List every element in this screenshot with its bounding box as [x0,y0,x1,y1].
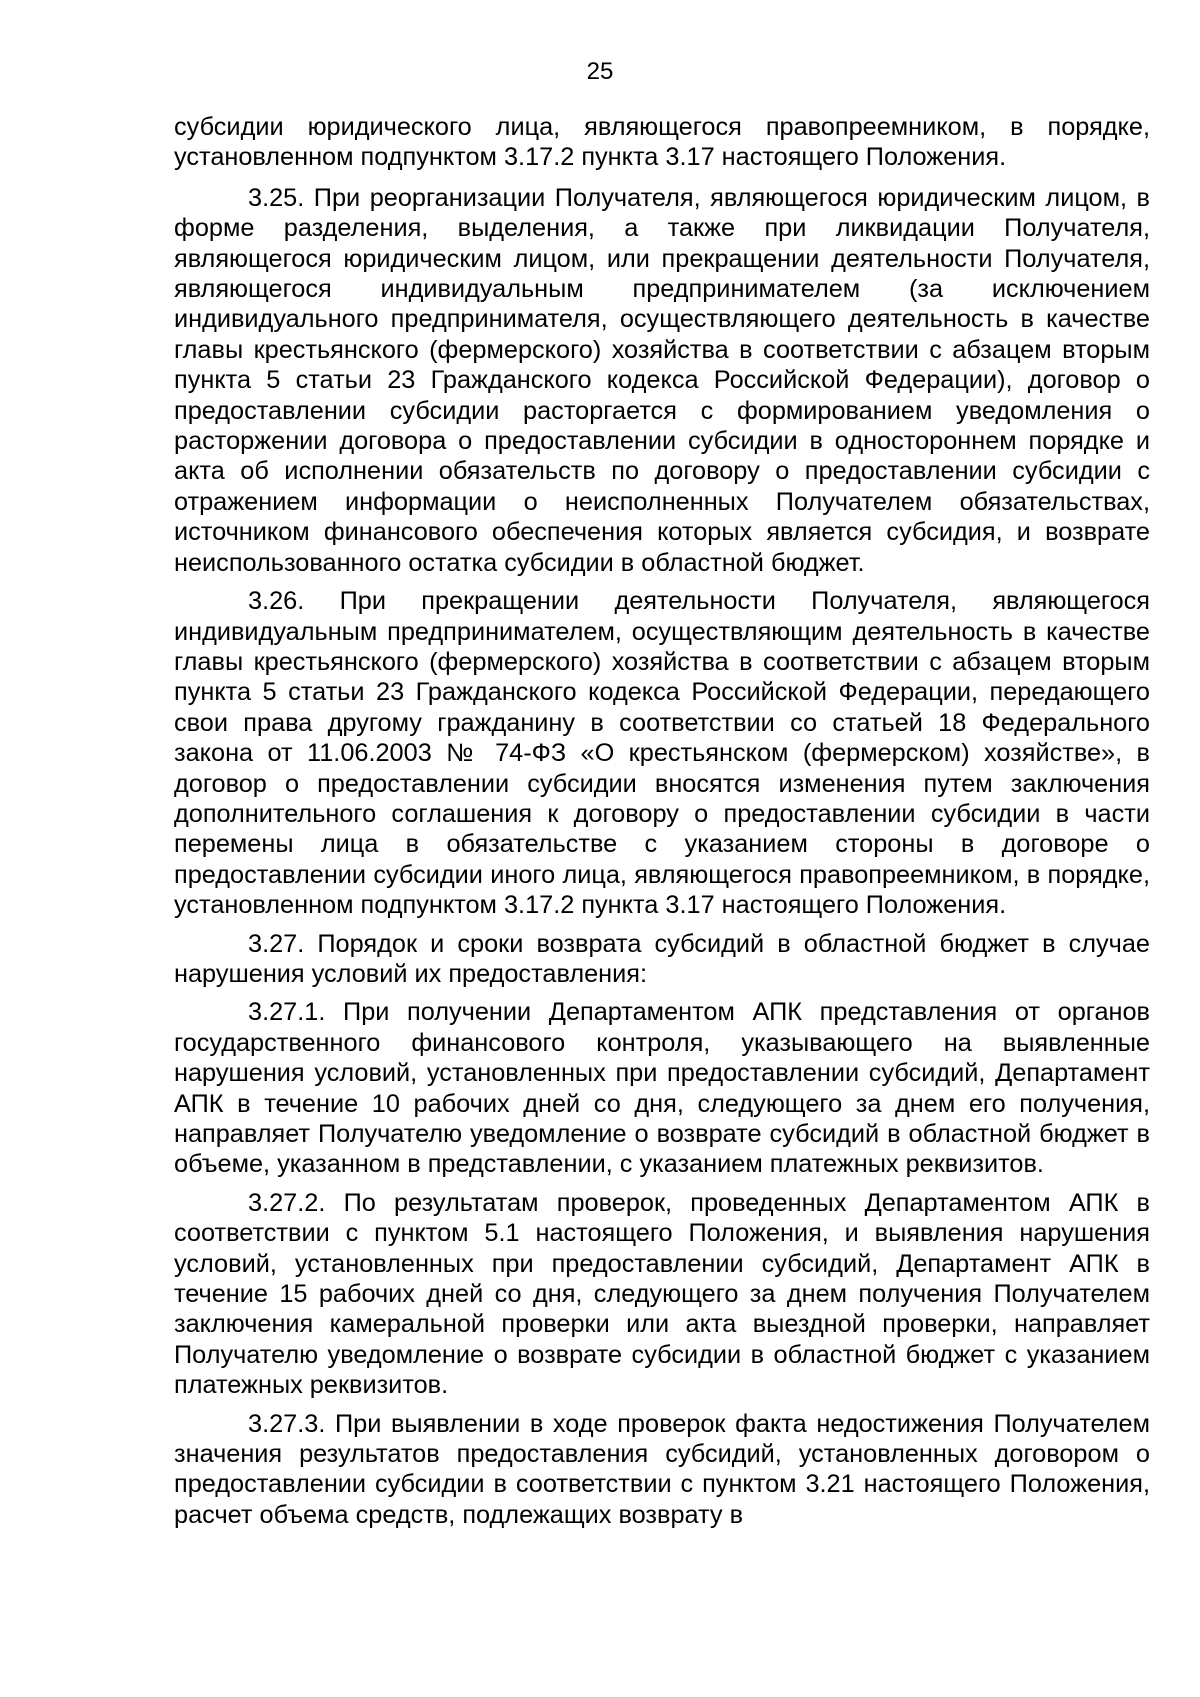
document-body [174,112,1150,1538]
paragraph-continuation: субсидии юридического лица, являющегося правопреемником, в порядке, установленном подпунктом 3.17.2 пункта 3.17 настоящего Положения. [174,113,1150,172]
paragraph-3-27: 3.27. Порядок и сроки возврата субсидий в областной бюджет в случае нарушения условий их предоставления: [174,929,1150,988]
page-number: 25 [586,58,614,85]
paragraph-3-27-1: 3.27.1. При получении Департаментом АПК представления от органов государственного финансового контроля, указывающего на выявленные нарушения условий, установленных при предоставлении субсидий, Департамент АПК в течение 10 рабочих дней со дня, следующего за днем его получения, направляет Получателю уведомление о возврате субсидий в областной бюджет в объеме, указанном в представлении, с указанием платежных реквизитов. [174,998,1150,1179]
paragraph-3-25: 3.25. При реорганизации Получателя, являющегося юридическим лицом, в форме разделения, выделения, а также при ликвидации Получателя, являющегося юридическим лицом, или прекращении деятельности Получателя, являющегося индивидуальным предпринимателем (за исключением индивидуального предпринимателя, осуществляющего деятельность в качестве главы крестьянского (фермерского) хозяйства в соответствии с абзацем вторым пункта 5 статьи 23 Гражданского кодекса Российской Федерации), договор о предоставлении субсидии расторгается с формированием уведомления о расторжении договора о предоставлении субсидии в одностороннем порядке и акта об исполнении обязательств по договору о предоставлении субсидии с отражением информации о неисполненных Получателем обязательствах, источником финансового обеспечения которых является субсидия, и возврате неиспользованного остатка субсидии в областной бюджет. [174,183,1150,577]
paragraph-3-27-2: 3.27.2. По результатам проверок, проведенных Департаментом АПК в соответствии с пунктом 5.1 настоящего Положения, и выявления нарушения условий, установленных при предоставлении субсидий, Департамент АПК в течение 15 рабочих дней со дня, следующего за днем получения Получателем заключения камеральной проверки или акта выездной проверки, направляет Получателю уведомление о возврате субсидии в областной бюджет с указанием платежных реквизитов. [174,1188,1150,1400]
paragraph-3-26: 3.26. При прекращении деятельности Получателя, являющегося индивидуальным предпринимателем, осуществляющим деятельность в качестве главы крестьянского (фермерского) хозяйства в соответствии с абзацем вторым пункта 5 статьи 23 Гражданского кодекса Российской Федерации, передающего свои права другому гражданину в соответствии со статьей 18 Федерального закона от 11.06.2003 № 74-ФЗ «О крестьянском (фермерском) хозяйстве», в договор о предоставлении субсидии вносятся изменения путем заключения дополнительного соглашения к договору о предоставлении субсидии в части перемены лица в обязательстве с указанием стороны в договоре о предоставлении субсидии иного лица, являющегося правопреемником, в порядке, установленном подпунктом 3.17.2 пункта 3.17 настоящего Положения. [174,587,1150,920]
paragraph-3-27-3: 3.27.3. При выявлении в ходе проверок факта недостижения Получателем значения результатов предоставления субсидий, установленных договором о предоставлении субсидии в соответствии с пунктом 3.21 настоящего Положения, расчет объема средств, подлежащих возврату в [174,1409,1150,1529]
